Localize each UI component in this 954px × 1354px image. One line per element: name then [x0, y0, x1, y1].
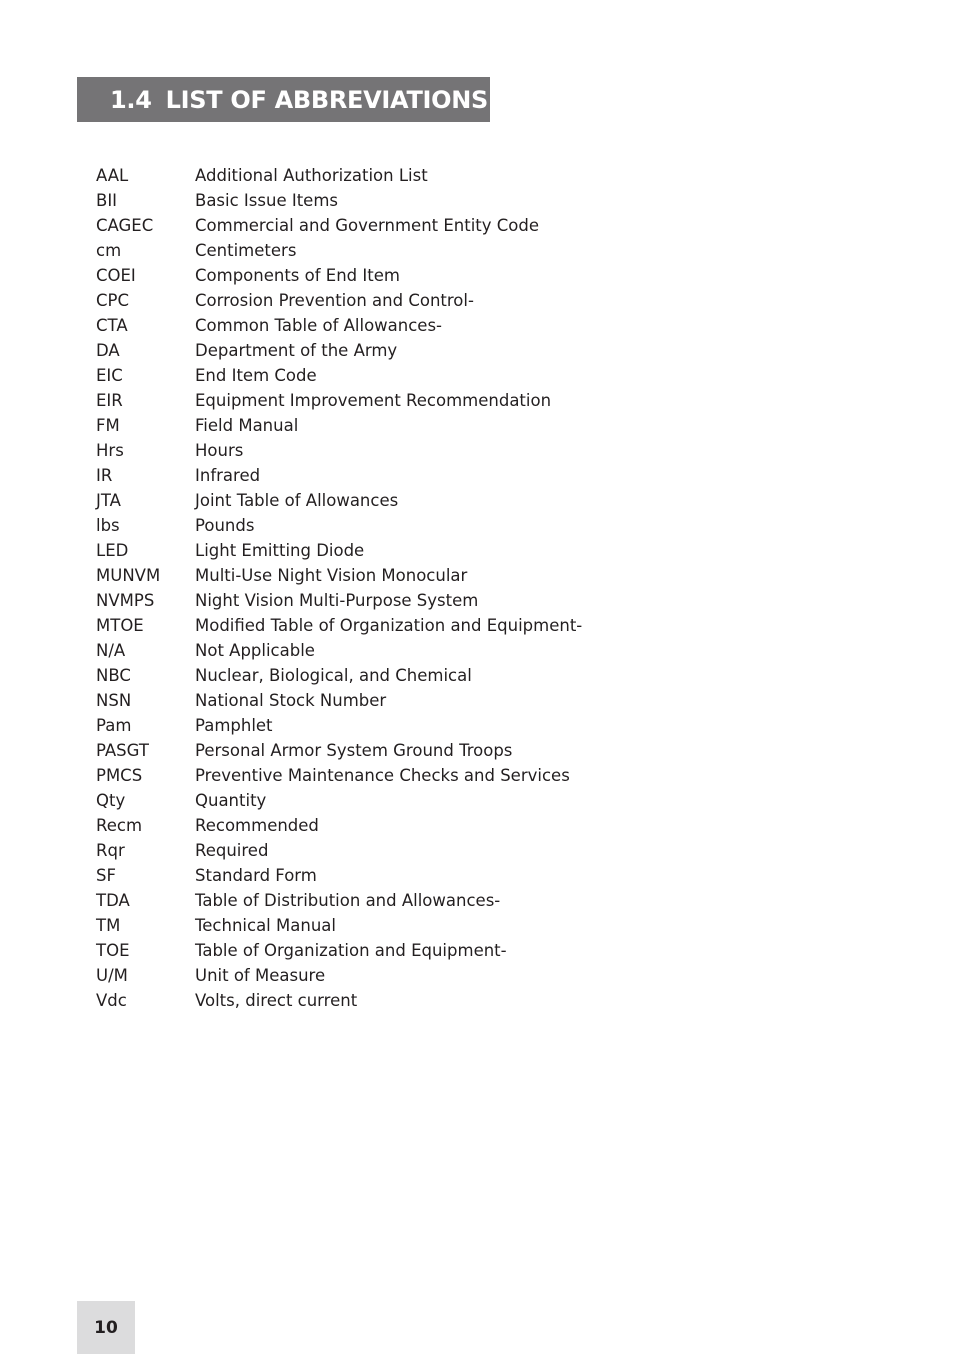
abbreviation-term: FM [96, 416, 120, 435]
abbreviation-term: CPC [96, 291, 129, 310]
abbreviation-definition: Commercial and Government Entity Code [195, 216, 540, 235]
abbreviation-term: Rqr [96, 841, 125, 860]
abbreviation-term: NSN [96, 691, 132, 710]
abbreviation-row [96, 488, 582, 513]
abbreviation-term: LED [96, 541, 129, 560]
abbreviation-term: PMCS [96, 766, 143, 785]
abbreviation-row [96, 688, 582, 713]
abbreviation-term: JTA [96, 491, 121, 510]
abbreviation-definition: Recommended [195, 816, 319, 835]
abbreviation-term: MUNVM [96, 566, 161, 585]
abbreviation-definition: Light Emitting Diode [195, 541, 365, 560]
abbreviation-row [96, 463, 582, 488]
abbreviation-list [96, 163, 582, 1013]
abbreviation-term: COEI [96, 266, 136, 285]
abbreviation-definition: Hours [195, 441, 244, 460]
abbreviation-definition: Nuclear, Biological, and Chemical [195, 666, 472, 685]
abbreviation-row [96, 188, 582, 213]
abbreviation-definition: Table of Distribution and Allowances- [195, 891, 501, 910]
abbreviation-definition: National Stock Number [195, 691, 387, 710]
abbreviation-definition: Required [195, 841, 269, 860]
abbreviation-term: U/M [96, 966, 128, 985]
abbreviation-definition: Quantity [195, 791, 267, 810]
abbreviation-term: TDA [96, 891, 130, 910]
abbreviation-term: BII [96, 191, 118, 210]
abbreviation-definition: Corrosion Prevention and Control- [195, 291, 474, 310]
abbreviation-row [96, 388, 582, 413]
abbreviation-definition: Components of End Item [195, 266, 400, 285]
abbreviation-term: TM [96, 916, 121, 935]
abbreviation-row [96, 588, 582, 613]
abbreviation-term: NVMPS [96, 591, 155, 610]
abbreviation-row [96, 838, 582, 863]
abbreviation-row [96, 613, 582, 638]
abbreviation-definition: Table of Organization and Equipment- [195, 941, 507, 960]
abbreviation-row [96, 413, 582, 438]
abbreviation-row [96, 713, 582, 738]
abbreviation-definition: Standard Form [195, 866, 317, 885]
section-number: 1.4 [110, 85, 152, 114]
abbreviation-term: AAL [96, 166, 129, 185]
abbreviation-row [96, 238, 582, 263]
abbreviation-definition: Pamphlet [195, 716, 273, 735]
abbreviation-row [96, 163, 582, 188]
abbreviation-definition: Additional Authorization List [195, 166, 428, 185]
abbreviation-row [96, 438, 582, 463]
abbreviation-definition: Not Applicable [195, 641, 315, 660]
abbreviation-definition: Centimeters [195, 241, 297, 260]
abbreviation-row [96, 863, 582, 888]
abbreviation-term: PASGT [96, 741, 149, 760]
abbreviation-definition: Unit of Measure [195, 966, 326, 985]
abbreviation-row [96, 988, 582, 1013]
abbreviation-definition: Common Table of Allowances- [195, 316, 443, 335]
abbreviation-definition: Infrared [195, 466, 261, 485]
abbreviation-definition: Preventive Maintenance Checks and Services [195, 766, 570, 785]
abbreviation-term: cm [96, 241, 122, 260]
abbreviation-row [96, 788, 582, 813]
abbreviation-row [96, 913, 582, 938]
abbreviation-definition: Technical Manual [195, 916, 336, 935]
abbreviation-row [96, 938, 582, 963]
abbreviation-row [96, 963, 582, 988]
abbreviation-term: TOE [96, 941, 130, 960]
abbreviation-row [96, 338, 582, 363]
abbreviation-definition: Equipment Improvement Recommendation [195, 391, 552, 410]
abbreviation-definition: Joint Table of Allowances [195, 491, 399, 510]
abbreviation-row [96, 888, 582, 913]
section-header [77, 77, 490, 122]
abbreviation-row [96, 213, 582, 238]
abbreviation-row [96, 363, 582, 388]
abbreviation-row [96, 563, 582, 588]
abbreviation-term: lbs [96, 516, 120, 535]
abbreviation-term: SF [96, 866, 116, 885]
abbreviation-definition: Personal Armor System Ground Troops [195, 741, 513, 760]
page-number: 10 [77, 1301, 135, 1354]
abbreviation-term: Pam [96, 716, 132, 735]
abbreviation-term: DA [96, 341, 120, 360]
abbreviation-definition: Volts, direct current [195, 991, 358, 1010]
abbreviation-term: MTOE [96, 616, 144, 635]
abbreviation-row [96, 663, 582, 688]
section-title: LIST OF ABBREVIATIONS [165, 85, 489, 114]
abbreviation-row [96, 763, 582, 788]
abbreviation-term: Vdc [96, 991, 127, 1010]
abbreviation-term: Recm [96, 816, 143, 835]
abbreviation-term: Qty [96, 791, 126, 810]
abbreviation-term: NBC [96, 666, 131, 685]
abbreviation-term: CAGEC [96, 216, 154, 235]
abbreviation-row [96, 513, 582, 538]
abbreviation-definition: Night Vision Multi-Purpose System [195, 591, 479, 610]
abbreviation-term: N/A [96, 641, 126, 660]
abbreviation-term: EIC [96, 366, 123, 385]
abbreviation-row [96, 313, 582, 338]
abbreviation-term: Hrs [96, 441, 124, 460]
abbreviation-row [96, 813, 582, 838]
abbreviation-row [96, 738, 582, 763]
abbreviation-row [96, 263, 582, 288]
abbreviation-term: CTA [96, 316, 128, 335]
abbreviation-row [96, 288, 582, 313]
abbreviation-definition: Department of the Army [195, 341, 398, 360]
abbreviation-term: IR [96, 466, 113, 485]
abbreviation-definition: Basic Issue Items [195, 191, 338, 210]
abbreviation-definition: Modified Table of Organization and Equipment- [195, 616, 583, 635]
abbreviation-term: EIR [96, 391, 123, 410]
abbreviation-row [96, 538, 582, 563]
abbreviation-definition: Field Manual [195, 416, 299, 435]
abbreviation-row [96, 638, 582, 663]
abbreviation-definition: Multi-Use Night Vision Monocular [195, 566, 468, 585]
abbreviation-definition: End Item Code [195, 366, 317, 385]
abbreviation-definition: Pounds [195, 516, 255, 535]
